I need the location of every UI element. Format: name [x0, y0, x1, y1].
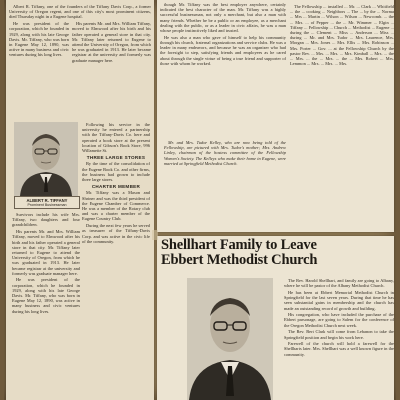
obituary-para: He was president of the corporation, which he founded in 1929, along with his late George Davis. Mr. Tiffany, who was born in Eugene May 12, 1890, was active in many business and civic ventures during his long lives.: [12, 277, 80, 314]
shellhart-clipping: [157, 236, 394, 400]
shellhart-para: Farewell of the church will hold a farewell for the Shellharts later. Mrs. Shellhart was a well known figure in the community.: [284, 341, 394, 357]
headline-line-1: Shellhart Family to Leave: [161, 237, 317, 253]
shellhart-column: [281, 278, 394, 358]
shellhart-para: The Rev. Bert Clark will come from Lebanon to take the Springfield position and begin his work here.: [284, 329, 394, 340]
tribute-para: though Mr. Tiffany was the best employer anywhere, certainly indicated the best character of the man. Mr. Tiffany was a highly successful businessman, not only a merchant, but also a man with many friends. Whether he be a public or an employee, as a merchant dealing with the public, or as a leader in civic affairs, he was a man whose people instinctively liked and trusted.: [160, 2, 286, 34]
obituary-para: Survivors include his wife Mrs. Tiffany, two daughters and four grandchildren.: [12, 212, 80, 228]
portrait-name: ALBERT R. TIFFANY: [26, 198, 68, 203]
obituary-clipping: [6, 0, 154, 400]
section-heading: CHARTER MEMBER: [91, 183, 141, 189]
couple-caption: [161, 140, 289, 168]
headline-line-2: Ebbert Methodist Church: [161, 252, 318, 268]
portrait-photo: [14, 122, 78, 196]
shellhart-para: He has been at Ebbert Memorial Methodist Church in Springfield for the last seven years. During that time he has seen substantial gains in membership and the church has made an outstanding record of growth and building.: [284, 289, 394, 311]
scrapbook-page: [4, 0, 396, 400]
shellhart-para: His congregation, who have included the purchase of the Ebbert parsonage, are going to Salem for the conference of the Oregon Methodist Church next week.: [284, 312, 394, 328]
obituary-para: By the time of the consolidation of the Eugene Book Co. and other firms, the business had grown to include three large stores.: [82, 161, 150, 183]
obituary-right-column: [80, 122, 152, 245]
portrait-caption: [14, 196, 80, 209]
obituary-column: [6, 0, 154, 64]
headline: [157, 236, 394, 270]
tape-strip: [152, 230, 158, 240]
obituary-para: Following his service in the university he entered a partnership with the Tiffany-Davis Co. here and operated a book store at the present location of Gibson's Book Store, 996 Willamette St.: [82, 122, 150, 154]
fellowship-text: The Fellowship ... installed ... Mr. ... Clark ... Whitfield ... the ... cooking ... Neighbors ... The ... by the ... Norma ... Mrs ... Martin ... Wilson ... Wilson ... Newcomb. ... the ... Mrs. ... of Pepper ... the ... Mr. Wimmer ... Elgin ... Tiffany ... Fellowship ... Church ... Methodist ... Eugene ... during the ... Clement ... Miss ... Anderson ... Miss ... during ... Mr. and Mrs. Tudor ... Mrs. Laurence, Mrs. Morgan ... Mrs. Jones ... Mrs. Ellis ... Mrs. Robinson ... Mrs. Porter ... Gov. ... at the Fellowship Church by the pastor Rev. ... Mrs. ... Mrs. ... Mrs. Kimball ... Mrs. ... the ... Mrs. ... the ... Mrs. ... the ... Mrs. Robert ... Mrs. Lemmon ... Mrs. ... Mrs. ... Mrs.: [290, 4, 394, 67]
fellowship-clipping: [157, 0, 394, 232]
tribute-para: He was also a man who gave of himself to help his community through his church, fraternal organizations and service clubs. He was a leader in many endeavors, and because he was an organizer who had the foresight to step, satisfying friends and employees as he cared about through the single virtue of being a true friend and supporter of those with whom he worked.: [160, 34, 286, 66]
portrait-image: [14, 122, 78, 196]
couple-caption-text: Mr. and Mrs. Tudor Kelley, who are now being told of the Fellowship, are pictured with Mrs. Tudor's mother; Mrs. Andrew Linley, chairman of the hostess committee of the Fellowship Women's Society. The Kelleys who make their home in Eugene, were married at Springfield Methodist Church.: [164, 140, 286, 166]
pastor-image: [187, 278, 273, 400]
obituary-bottom-left: [10, 212, 82, 315]
pastor-photo: [187, 278, 273, 400]
obituary-para: During the next few years he served as treasurer of the Tiffany-Davis Corp. and was active in the civic life of the community.: [82, 223, 150, 244]
obituary-para: He was president of the corporation, which he founded in 1929, along with his late George Davis. Mr. Tiffany, who was born in Eugene May 12, 1890, was active in many business and civic ventures during his long lives.: [9, 21, 69, 58]
portrait-subtitle: Prominent Businessman: [27, 203, 67, 207]
shellhart-para: The Rev. Harold Shellhart, and family are going to Albany, where he will be pastor of the Albany Methodist Church.: [284, 278, 394, 289]
fellowship-column: [287, 4, 394, 68]
section-heading: THREE LARGE STORES: [86, 154, 146, 160]
obituary-intro: Albert R. Tiffany, one of the founders of the Tiffany Davis Corp., a former University of Oregon regent, and one of this city's most prominent citizens, died Thursday night in a Eugene hospital.: [9, 4, 151, 20]
obituary-para: His parents Mr. and Mrs. William Tiffany, moved to Elmwood after his birth and his father operated a general store in that city. Mr. Tiffany later returned to Eugene to attend the University of Oregon, from which he was graduated in 1913. He later became registrar at the university and formerly was graduate manager here.: [72, 21, 151, 63]
obituary-para: Mr. Tiffany was a Mason and Shriner and was the third president of the Eugene Chamber of Commerce. He was a member of the Rotary club and was a charter member of the Eugene Country Club.: [82, 190, 150, 222]
obituary-para: His parents Mr. and Mrs. William Tiffany, moved to Elmwood after his birth and his father operated a general store in that city. Mr. Tiffany later returned to Eugene to attend the University of Oregon, from which he was graduated in 1913. He later became registrar at the university and formerly was graduate manager here.: [12, 229, 80, 276]
tribute-column: [157, 2, 289, 67]
